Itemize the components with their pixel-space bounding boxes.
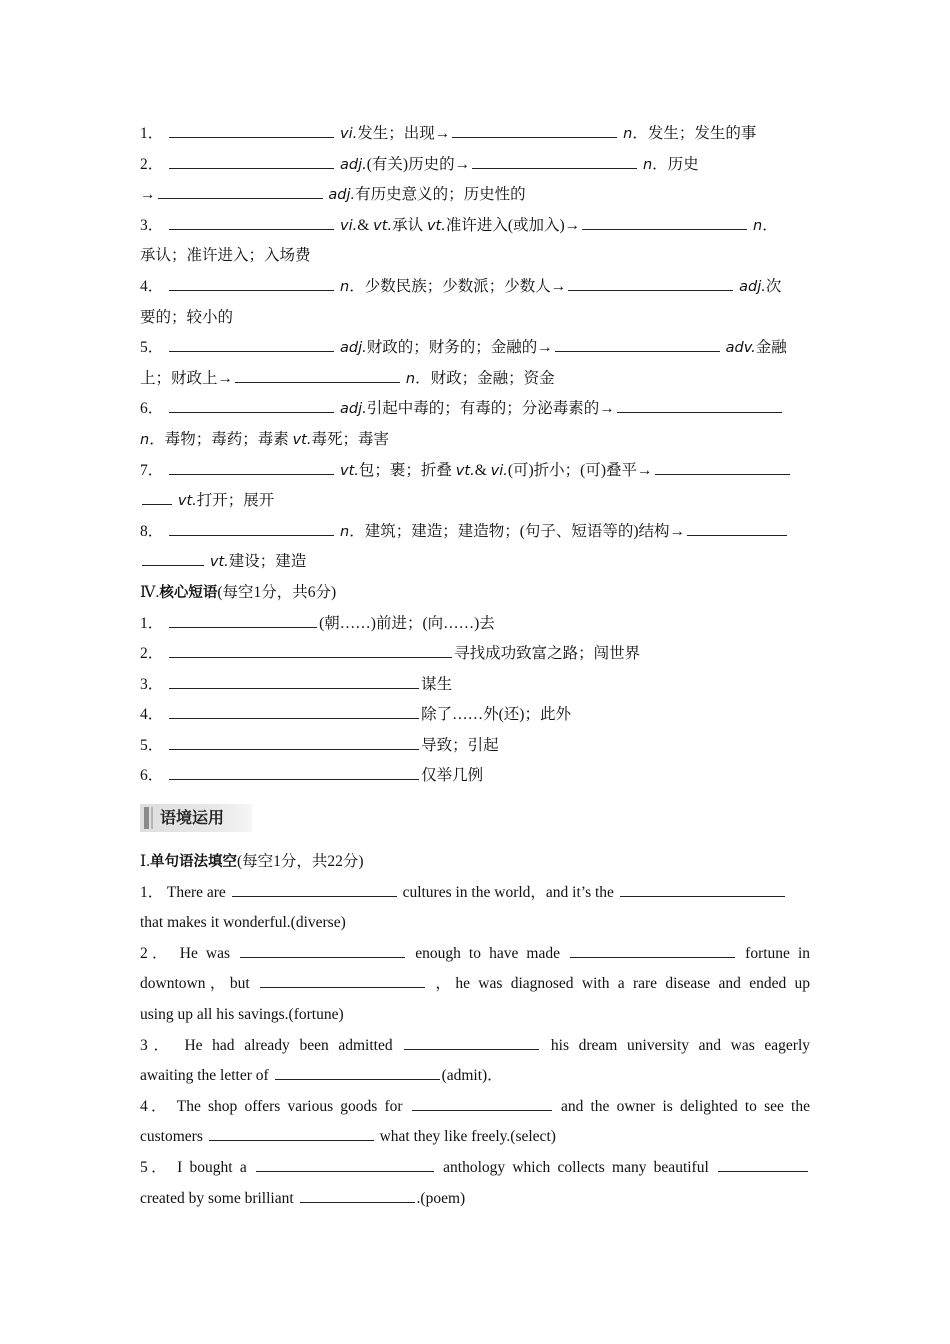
question-4-line [140,1122,810,1153]
answer-blank[interactable] [452,123,617,138]
answer-blank[interactable] [169,674,419,689]
item-number: 1． [140,125,164,142]
definition: 次 [765,277,782,295]
definition: ．历史 [652,155,699,173]
pos-label: n [623,126,633,142]
item-number: 6． [140,400,164,418]
question-text: downtown，but [140,975,250,993]
pos-label: n [642,156,653,173]
item-number: 5． [140,339,164,357]
grammar-heading [140,847,810,878]
conjunction: & [357,216,374,234]
answer-blank[interactable] [620,882,785,897]
question-1-line [140,908,810,939]
question-text: ，he was diagnosed with a rare disease and ended up [435,975,810,993]
item-number: 2． [140,155,164,173]
pos-label: adv. [725,340,756,357]
definition: 有历史意义的；历史性的 [355,186,526,204]
vocab-line-3 [140,211,810,242]
item-number: 1． [140,883,164,901]
question-text: .(poem) [416,1189,466,1207]
item-number: 5． [140,736,164,754]
answer-blank[interactable] [169,337,334,352]
question-text: fortune in [745,944,810,962]
arrow: → [140,186,156,204]
phrase-meaning: 谋生 [421,675,453,693]
definition: (有关)历史的→ [366,155,471,173]
pos-label: n [340,523,350,540]
answer-blank[interactable] [169,123,334,138]
definition: ．发生；发生的事 [632,125,757,142]
answer-blank[interactable] [240,943,405,958]
definition: ．少数民族；少数派；少数人→ [349,277,567,295]
banner-bar-decoration [144,807,149,829]
definition: 财政的；财务的；金融的→ [366,339,553,357]
question-5-line [140,1184,810,1215]
section-number: Ⅳ. [140,583,160,601]
item-number: 4． [140,1097,170,1115]
item-number: 3． [140,216,164,234]
question-text: that makes it wonderful.(diverse) [140,914,346,932]
answer-blank[interactable] [570,943,735,958]
item-number: 2． [140,645,164,663]
answer-blank[interactable] [169,765,419,780]
definition: ．毒物；毒药；毒素 [149,430,293,448]
item-number: 5． [140,1158,170,1176]
answer-blank[interactable] [169,398,334,413]
answer-blank[interactable] [718,1157,808,1172]
question-text: enough to have made [415,944,560,962]
answer-blank[interactable] [169,521,334,536]
answer-blank[interactable] [169,704,419,719]
item-number: 2． [140,944,172,962]
pos-label: vt. [373,217,393,234]
answer-blank-continued[interactable] [142,490,172,505]
question-2-line [140,1000,810,1031]
question-1-line [140,878,810,909]
vocab-line-7b [140,486,810,517]
definition: 承认 [392,216,427,234]
answer-blank[interactable] [169,613,317,628]
question-text: what they like freely.(select) [379,1128,556,1146]
question-text: There are [166,883,226,901]
answer-blank[interactable] [300,1188,415,1203]
definition: ．财政；金融；资金 [415,369,555,387]
answer-blank[interactable] [687,521,787,536]
banner-bar-decoration [151,807,153,829]
vocab-line-1 [140,119,810,150]
pos-label: adj. [340,156,367,173]
vocab-line-5 [140,333,810,364]
question-text: The shop offers various goods for [176,1097,403,1115]
definition: 包；裹；折叠 [358,461,456,479]
phrase-meaning: 导致；引起 [421,736,499,754]
vocab-line-8 [140,517,810,548]
definition: (可)折小；(可)叠平→ [507,461,653,479]
item-number: 8． [140,522,164,540]
section-banner [140,804,252,832]
definition: 打开；展开 [196,492,275,510]
vocab-line-2b [140,180,810,211]
question-text: customers [140,1128,203,1146]
answer-blank[interactable] [617,398,782,413]
pos-label: vi. [490,462,508,479]
question-text: using up all his savings.(fortune) [140,1005,344,1023]
pos-label: adj. [739,278,766,295]
item-number: 4． [140,277,164,295]
pos-label: n [340,278,350,295]
vocab-line-8b [140,547,810,578]
item-number: 7． [140,461,164,479]
answer-blank[interactable] [169,276,334,291]
section-title: 核心短语 [159,584,218,601]
pos-label: adj. [328,187,356,204]
definition: 要的；较小的 [140,308,234,326]
vocab-line-6b [140,425,810,456]
pos-label: vi. [340,217,358,234]
question-text: his dream university and was eagerly [550,1036,810,1054]
definition: 引起中毒的；有毒的；分泌毒素的→ [366,400,615,418]
phrase-meaning: (朝……)前进；(向……)去 [319,614,495,632]
pos-label: n [753,217,763,234]
phrase-item [140,639,810,670]
answer-blank[interactable] [260,973,425,988]
phrases-heading [140,578,810,609]
question-text: and the owner is delighted to see the [560,1097,810,1115]
question-3-line [140,1031,810,1062]
pos-label: vt. [340,462,359,479]
question-3-line [140,1061,810,1092]
answer-blank[interactable] [169,154,334,169]
phrase-meaning: 仅举几例 [421,767,484,785]
question-4-line [140,1092,810,1123]
answer-blank[interactable] [582,215,747,230]
answer-blank[interactable] [169,735,419,750]
definition: ．建筑；建造；建造物；(句子、短语等的)结构→ [349,522,686,540]
item-number: 1． [140,614,164,632]
phrase-item [140,670,810,701]
answer-blank[interactable] [158,184,323,199]
definition: 发生；出现→ [357,125,451,142]
score-note: (每空1分，共22分) [237,853,364,870]
question-text: awaiting the letter of [140,1067,269,1085]
answer-blank[interactable] [209,1126,374,1141]
answer-blank[interactable] [169,460,334,475]
answer-blank[interactable] [412,1096,552,1111]
score-note: (每空1分，共6分) [217,583,337,601]
answer-blank[interactable] [568,276,733,291]
section-number: Ⅰ. [140,853,150,870]
question-text: (admit)． [441,1067,503,1085]
phrase-item [140,700,810,731]
pos-label: vt. [455,462,475,479]
phrase-item [140,609,810,640]
vocab-line-6 [140,394,810,425]
item-number: 4． [140,706,164,724]
vocab-line-7 [140,456,810,487]
pos-label: adj. [340,401,367,418]
conjunction: & [474,461,491,479]
vocab-line-3b [140,241,810,272]
phrase-meaning: 寻找成功致富之路；闯世界 [454,645,641,663]
vocab-line-5b [140,364,810,395]
question-text: cultures in the world，and it’s the [402,883,614,901]
pos-label: vi. [340,126,358,142]
item-number: 6． [140,767,164,785]
answer-blank[interactable] [404,1035,539,1050]
pos-label: vt. [177,493,197,510]
answer-blank[interactable] [169,643,452,658]
answer-blank[interactable] [275,1065,440,1080]
pos-label: adj. [340,340,367,357]
answer-blank[interactable] [235,368,400,383]
section-title: 单句语法填空 [150,854,237,870]
definition: 准许进入(或加入)→ [445,216,581,234]
answer-blank[interactable] [472,154,637,169]
pos-label: vt. [292,431,312,448]
pos-label: n [405,370,416,387]
vocabulary-section [140,119,810,792]
pos-label: vt. [426,217,446,234]
definition: 承认；准许进入；入场费 [140,247,311,265]
definition: 建设；建造 [228,553,307,571]
answer-blank[interactable] [555,337,720,352]
question-text: I bought a [177,1158,247,1176]
item-number: 3． [140,675,164,693]
answer-blank[interactable] [232,882,397,897]
question-text: anthology which collects many beautiful [443,1158,709,1176]
answer-blank[interactable] [256,1157,434,1172]
question-text: created by some brilliant [140,1189,294,1207]
definition: 毒死；毒害 [311,430,389,448]
answer-blank-continued[interactable] [142,551,204,566]
grammar-section [140,847,810,1214]
vocab-line-4b [140,303,810,334]
phrase-meaning: 除了……外(还)；此外 [421,706,571,724]
banner-title: 语境运用 [160,808,225,827]
question-5-line [140,1153,810,1184]
answer-blank[interactable] [655,460,790,475]
definition: 金融 [755,339,787,357]
definition: 上；财政上→ [140,369,234,387]
question-2-line [140,939,810,970]
question-text: He was [179,944,231,962]
question-2-line [140,969,810,1000]
vocab-line-2 [140,150,810,181]
definition: ． [762,216,778,234]
question-text: He had already been admitted [184,1036,393,1054]
phrase-item [140,761,810,792]
pos-label: n [140,431,150,448]
phrase-item [140,731,810,762]
item-number: 3． [140,1036,175,1054]
answer-blank[interactable] [169,215,334,230]
pos-label: vt. [209,554,229,571]
vocab-line-4 [140,272,810,303]
